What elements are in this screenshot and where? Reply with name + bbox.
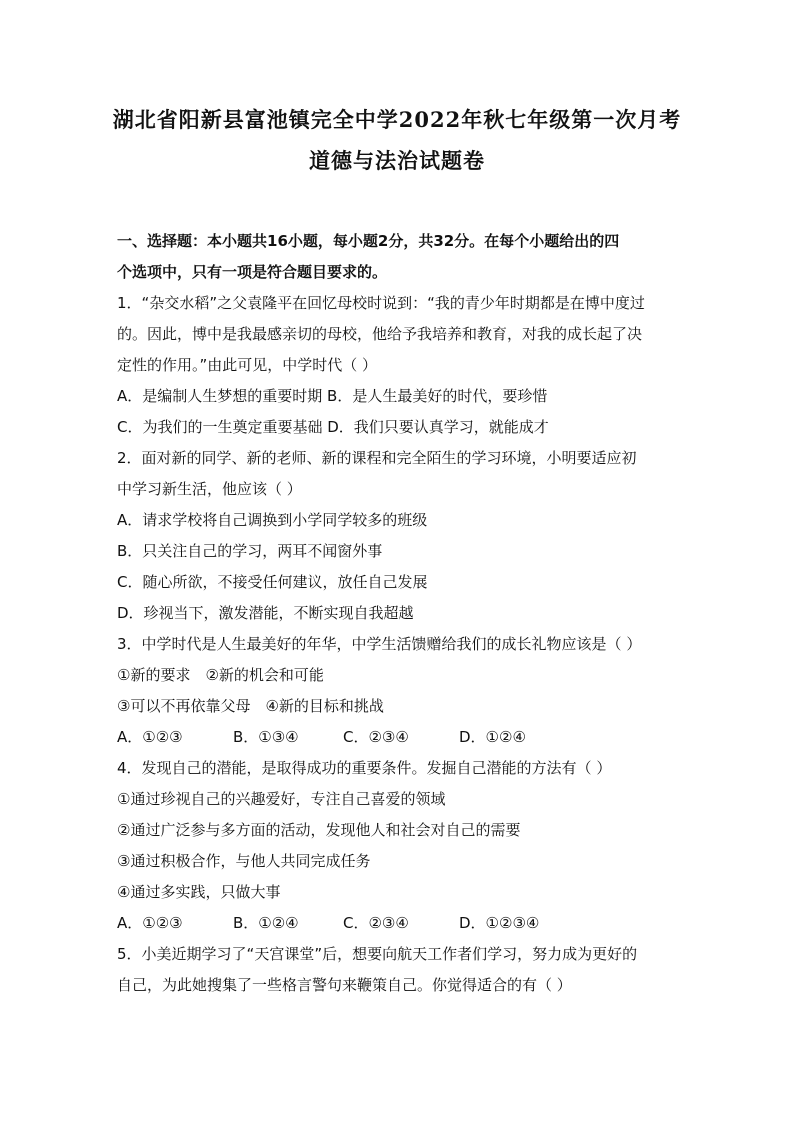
q4-option-b: B．①②④ <box>233 914 299 932</box>
section-heading-line2: 个选项中，只有一项是符合题目要求的。 <box>117 263 388 281</box>
page-title-line1: 湖北省阳新县富池镇完全中学2022年秋七年级第一次月考 <box>112 107 682 132</box>
q2-option-d: D．珍视当下，激发潜能，不断实现自我超越 <box>117 604 414 622</box>
exam-content <box>117 226 677 1001</box>
q4-item-2: ②通过广泛参与多方面的活动，发现他人和社会对自己的需要 <box>117 821 521 839</box>
q2-option-b: B．只关注自己的学习，两耳不闻窗外事 <box>117 542 383 560</box>
q4-option-d: D．①②③④ <box>459 914 540 932</box>
q1-stem-line2: 的。因此，博中是我最感亲切的母校，他给予我培养和教育，对我的成长起了决 <box>117 325 643 343</box>
q3-items-line1: ①新的要求 ②新的机会和可能 <box>117 666 324 684</box>
q2-option-c: C．随心所欲，不接受任何建议，放任自己发展 <box>117 573 428 591</box>
q2-option-a: A．请求学校将自己调换到小学同学较多的班级 <box>117 511 428 529</box>
q1-stem-line1: 1．“杂交水稻”之父袁隆平在回忆母校时说到：“我的青少年时期都是在博中度过 <box>117 294 645 312</box>
q4-options <box>117 908 677 939</box>
q5-stem-line1: 5．小美近期学习了“天宫课堂”后，想要向航天工作者们学习，努力成为更好的 <box>117 945 638 963</box>
q3-option-a: A．①②③ <box>117 728 183 746</box>
q3-items-line2: ③可以不再依靠父母 ④新的目标和挑战 <box>117 697 384 715</box>
q3-option-d: D．①②④ <box>459 728 526 746</box>
q4-option-c: C．②③④ <box>343 914 409 932</box>
q3-option-c: C．②③④ <box>343 728 409 746</box>
q2-stem-line2: 中学习新生活，他应该（ ） <box>117 480 302 498</box>
q2-stem-line1: 2．面对新的同学、新的老师、新的课程和完全陌生的学习环境，小明要适应初 <box>117 449 637 467</box>
q3-stem-line1: 3．中学时代是人生最美好的年华，中学生活馈赠给我们的成长礼物应该是（ ） <box>117 635 642 653</box>
q5-stem-line2: 自己，为此她搜集了一些格言警句来鞭策自己。你觉得适合的有（ ） <box>117 976 572 994</box>
q3-option-b: B．①③④ <box>233 728 299 746</box>
page-title-line2: 道德与法治试题卷 <box>309 148 485 173</box>
q4-option-a: A．①②③ <box>117 914 183 932</box>
q3-options <box>117 722 677 753</box>
section-heading-line1: 一、选择题：本小题共16小题，每小题2分，共32分。在每个小题给出的四 <box>117 232 620 250</box>
q4-item-4: ④通过多实践，只做大事 <box>117 883 281 901</box>
q1-stem-line3: 定性的作用。”由此可见，中学时代（ ） <box>117 356 378 374</box>
q4-item-3: ③通过积极合作，与他人共同完成任务 <box>117 852 371 870</box>
q1-options-ab: A．是编制人生梦想的重要时期 B．是人生最美好的时代，要珍惜 <box>117 387 548 405</box>
q1-options-cd: C．为我们的一生奠定重要基础 D．我们只要认真学习，就能成才 <box>117 418 549 436</box>
q4-stem-line1: 4．发现自己的潜能，是取得成功的重要条件。发掘自己潜能的方法有（ ） <box>117 759 612 777</box>
q4-item-1: ①通过珍视自己的兴趣爱好，专注自己喜爱的领域 <box>117 790 446 808</box>
